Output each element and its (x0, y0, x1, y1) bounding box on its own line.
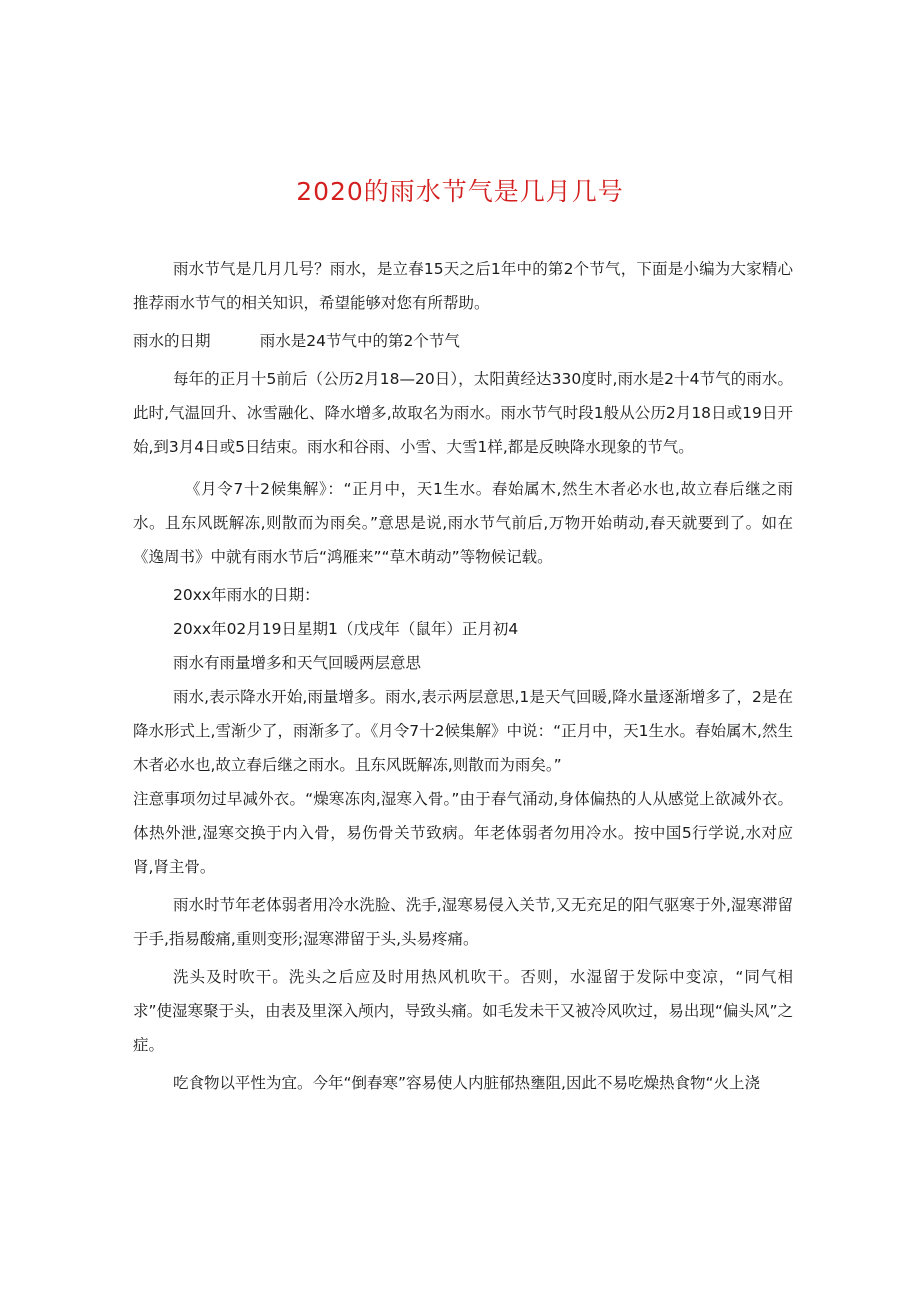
paragraph-year-date: 20xx年02月19日星期1（戊戌年（鼠年）正月初4 (173, 620, 519, 638)
intro-paragraph: 雨水节气是几月几号？雨水，是立春15天之后1年中的第2个节气，下面是小编为大家精心推荐雨水节气的相关知识，希望能够对您有所帮助。 (133, 260, 793, 312)
paragraph-two-meanings: 雨水,表示降水开始,雨量增多。雨水,表示两层意思,1是天气回暖,降水量逐渐增多了，2是在降水形式上,雪渐少了，雨渐多了。《月令7十2候集解》中说：“正月中，天1生水。春始属木,然生木者必水也,故立春后继之雨水。且东风既解冻,则散而为雨矣。” (133, 688, 793, 774)
paragraph-yueling-quote: 《月令7十2候集解》：“正月中，天1生水。春始属木,然生木者必水也,故立春后继之雨水。且东风既解冻,则散而为雨矣。”意思是说,雨水节气前后,万物开始萌动,春天就要到了。如在《逸周书》中就有雨水节后“鸿雁来”“草木萌动”等物候记载。 (133, 480, 793, 566)
document-body (133, 252, 793, 1100)
paragraph-year-date-heading: 20xx年雨水的日期： (173, 586, 320, 604)
paragraph-hair-drying: 洗头及时吹干。洗头之后应及时用热风机吹干。否则，水湿留于发际中变凉，“同气相求”使湿寒聚于头，由表及里深入颅内，导致头痛。如毛发未干又被冷风吹过，易出现“偏头风”之症。 (133, 968, 793, 1054)
paragraph-cold-water: 雨水时节年老体弱者用冷水洗脸、洗手,湿寒易侵入关节,又无充足的阳气驱寒于外,湿寒滞留于手,指易酸痛,重则变形;湿寒滞留于头,头易疼痛。 (133, 896, 793, 948)
paragraph-two-meanings-heading: 雨水有雨量增多和天气回暖两层意思 (173, 654, 422, 672)
paragraph-food: 吃食物以平性为宜。今年“倒春寒”容易使人内脏郁热壅阻,因此不易吃燥热食物“火上浇 (173, 1074, 761, 1092)
paragraph-clothing-notes: 注意事项勿过早减外衣。“燥寒冻肉,湿寒入骨。”由于春气涌动,身体偏热的人从感觉上欲减外衣。体热外泄,湿寒交换于内入骨，易伤骨关节致病。年老体弱者勿用冷水。按中国5行学说,水对应肾,肾主骨。 (133, 790, 793, 876)
section-heading-dates: 雨水的日期 雨水是24节气中的第2个节气 (133, 332, 460, 350)
document-title: 2020的雨水节气是几月几号 (296, 177, 624, 206)
paragraph-rain-water-dates: 每年的正月十5前后（公历2月18—20日），太阳黄经达330度时,雨水是2十4节气的雨水。此时,气温回升、冰雪融化、降水增多,故取名为雨水。雨水节气时段1般从公历2月18日或19日开始,到3月4日或5日结束。雨水和谷雨、小雪、大雪1样,都是反映降水现象的节气。 (133, 370, 793, 456)
